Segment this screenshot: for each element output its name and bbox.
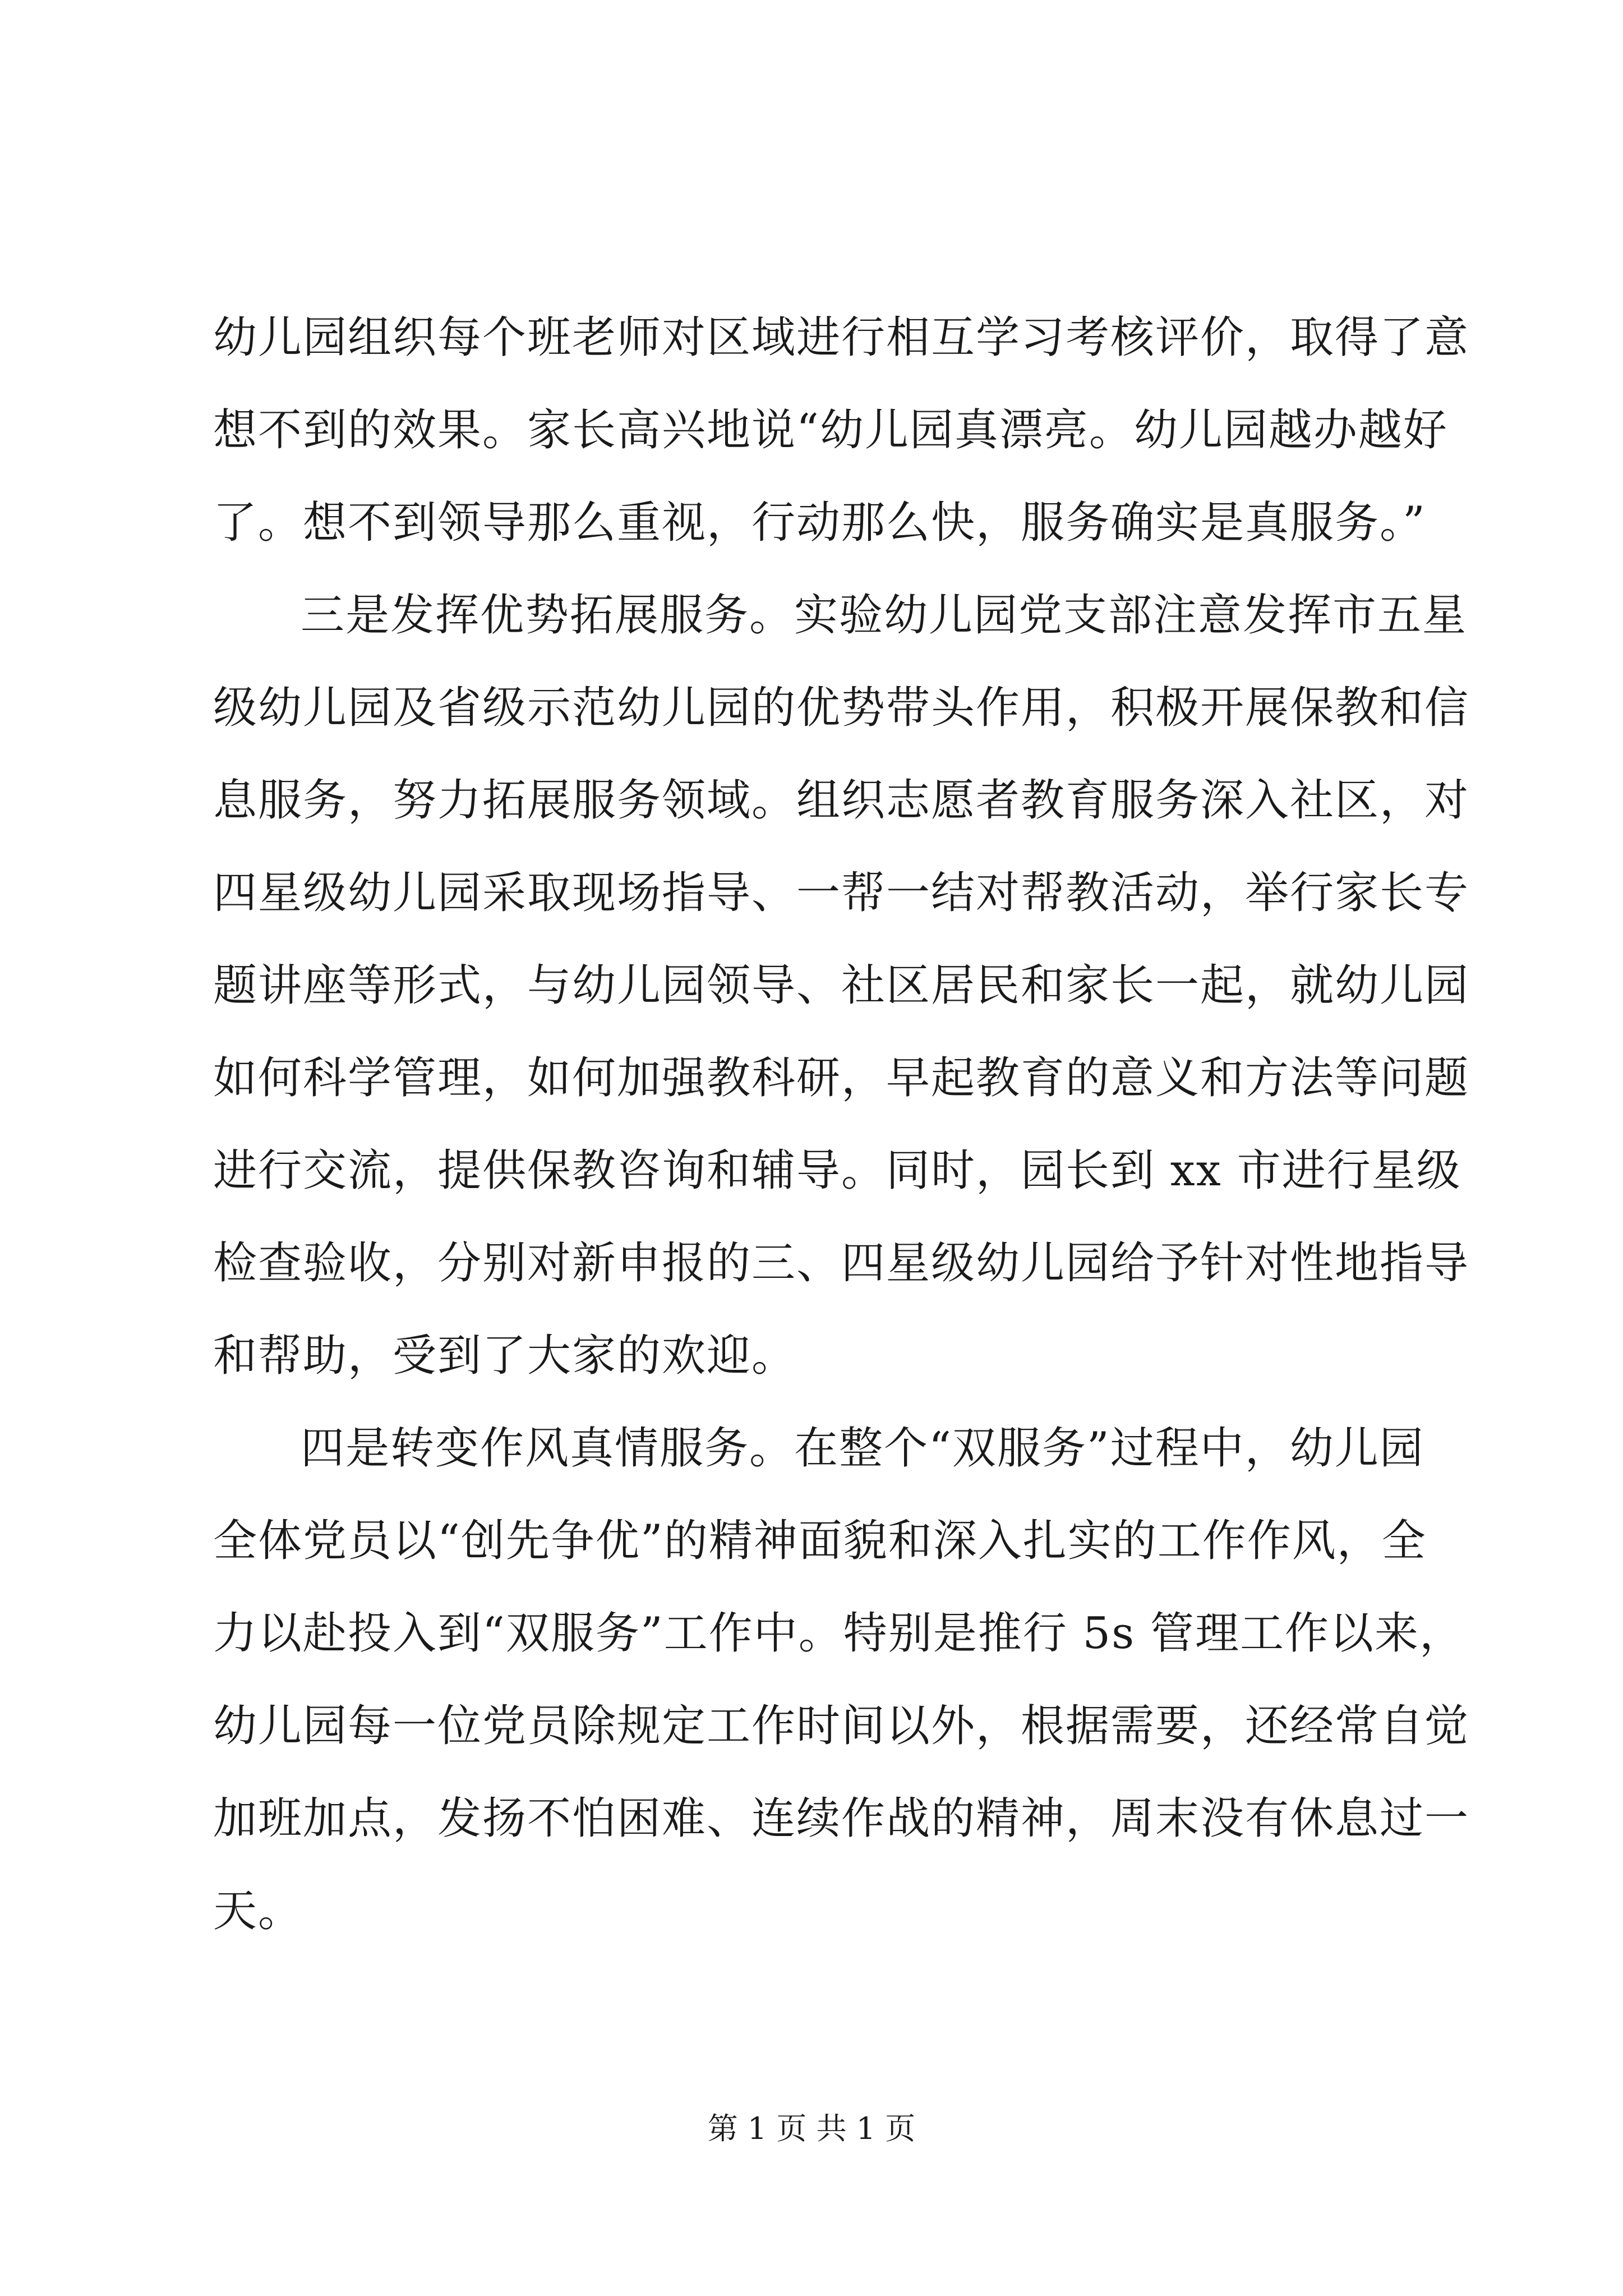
paragraph-start-line: 三是发挥优势拓展服务。实验幼儿园党支部注意发挥市五星: [301, 590, 1468, 641]
text-line: 检查验收，分别对新申报的三、四星级幼儿园给予针对性地指导: [213, 1238, 1470, 1289]
text-line: 进行交流，提供保教咨询和辅导。同时，园长到 xx 市进行星级: [213, 1145, 1461, 1196]
text-line: 和帮助，受到了大家的欢迎。: [213, 1331, 797, 1381]
text-line: 了。想不到领导那么重视，行动那么快，服务确实是真服务。”: [213, 498, 1426, 548]
text-line: 如何科学管理，如何加强教科研，早起教育的意义和方法等问题: [213, 1053, 1470, 1103]
text-line: 力以赴投入到“双服务”工作中。特别是推行 5s 管理工作以来，: [213, 1608, 1464, 1659]
document-body: [213, 292, 1470, 1958]
text-line: 想不到的效果。家长高兴地说“幼儿园真漂亮。幼儿园越办越好: [213, 405, 1448, 455]
paragraph-start-line: 四是转变作风真情服务。在整个“双服务”过程中，幼儿园: [301, 1423, 1424, 1474]
text-line: 加班加点，发扬不怕困难、连续作战的精神，周末没有休息过一: [213, 1793, 1470, 1844]
text-line: 天。: [213, 1886, 303, 1936]
text-line: 题讲座等形式，与幼儿园领导、社区居民和家长一起，就幼儿园: [213, 960, 1470, 1011]
text-line: 幼儿园每一位党员除规定工作时间以外，根据需要，还经常自觉: [213, 1701, 1470, 1751]
text-line: 息服务，努力拓展服务领域。组织志愿者教育服务深入社区，对: [213, 775, 1470, 826]
page-footer: 第 1 页 共 1 页: [707, 2111, 916, 2146]
text-line: 四星级幼儿园采取现场指导、一帮一结对帮教活动，举行家长专: [213, 868, 1470, 918]
text-line: 幼儿园组织每个班老师对区域进行相互学习考核评价，取得了意: [213, 312, 1470, 363]
text-line: 级幼儿园及省级示范幼儿园的优势带头作用，积极开展保教和信: [213, 683, 1470, 733]
text-line: 全体党员以“创先争优”的精神面貌和深入扎实的工作作风，全: [213, 1516, 1427, 1566]
